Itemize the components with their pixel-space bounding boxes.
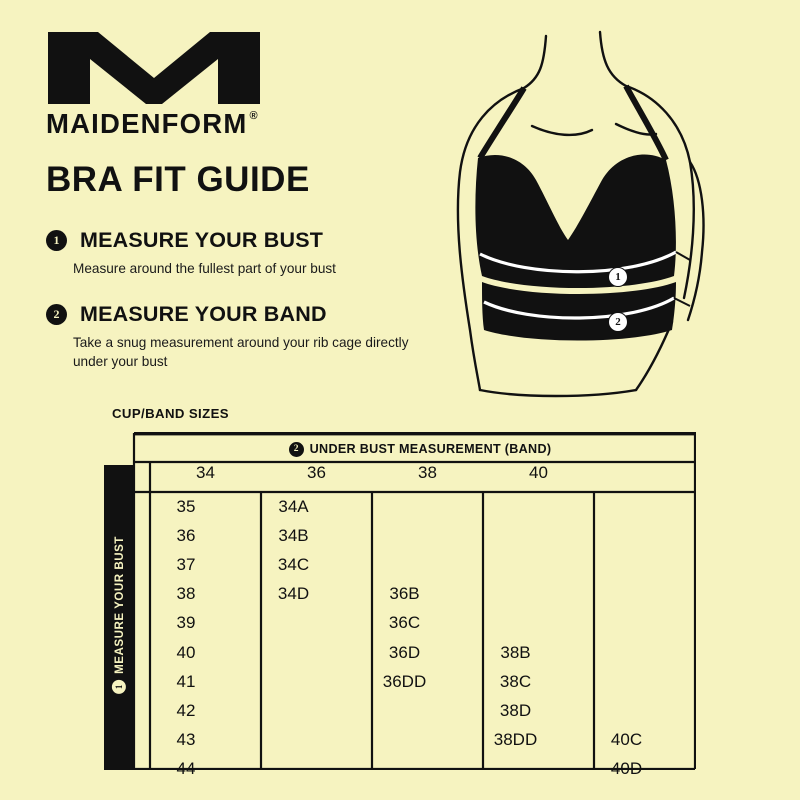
- page-title: BRA FIT GUIDE: [46, 160, 310, 199]
- step-title: MEASURE YOUR BAND: [80, 302, 327, 326]
- band-header: [150, 437, 690, 461]
- step-number-badge: 1: [46, 230, 67, 251]
- table-row: [134, 638, 696, 667]
- step-measure-bust: [46, 228, 466, 279]
- bust-measurement: 38: [176, 584, 196, 604]
- size-cell: 38D: [499, 700, 532, 720]
- size-cell: 40D: [610, 759, 643, 779]
- step-measure-band: [46, 302, 466, 372]
- table-row: [134, 580, 696, 609]
- size-cell: 38B: [500, 642, 531, 662]
- step-description: Measure around the fullest part of your bust: [73, 261, 336, 276]
- illustration-badge-band: 2: [608, 312, 628, 332]
- brand-logo: [46, 28, 306, 138]
- table-row: [134, 521, 696, 550]
- bust-sidebar: [104, 465, 134, 765]
- band-column-header: 34: [196, 463, 215, 482]
- table-row: [134, 609, 696, 638]
- brand-wordmark: [46, 110, 306, 138]
- step-number-badge: 2: [46, 304, 67, 325]
- size-cell: 34B: [278, 525, 309, 545]
- size-cell: 40C: [610, 730, 643, 750]
- bust-measurement: 42: [176, 700, 196, 720]
- bust-sidebar-badge: 1: [112, 680, 126, 694]
- table-row: [134, 550, 696, 579]
- table-label: CUP/BAND SIZES: [112, 406, 229, 421]
- bust-measurement: 36: [176, 525, 196, 545]
- torso-illustration-icon: [440, 30, 770, 400]
- illustration-badge-bust: 1: [608, 267, 628, 287]
- band-header-badge: 2: [289, 442, 304, 457]
- bust-measurement: 39: [176, 613, 196, 633]
- table-row: [134, 755, 696, 784]
- size-cell: 34A: [278, 496, 309, 516]
- torso-illustration: [440, 30, 770, 400]
- size-cell: 36B: [389, 584, 420, 604]
- size-cell: 36C: [388, 613, 421, 633]
- band-header-text: UNDER BUST MEASUREMENT (BAND): [309, 442, 552, 456]
- band-column-header: 40: [529, 463, 548, 482]
- step-description: Take a snug measurement around your rib cage directly under your bust: [73, 335, 409, 369]
- band-column-header: 38: [418, 463, 437, 482]
- table-row: [134, 726, 696, 755]
- size-cell: 36D: [388, 642, 421, 662]
- table-row: [134, 696, 696, 725]
- table-row: [134, 492, 696, 521]
- size-chart-rows: [134, 492, 696, 784]
- bust-measurement: 43: [176, 730, 196, 750]
- step-header: [46, 228, 466, 253]
- bust-measurement: 37: [176, 554, 196, 574]
- size-cell: 34C: [277, 554, 310, 574]
- size-cell: 38C: [499, 671, 532, 691]
- step-header: [46, 302, 466, 327]
- size-cell: 34D: [277, 584, 310, 604]
- bust-measurement: 35: [176, 496, 196, 516]
- registered-mark: ®: [249, 110, 258, 122]
- bust-measurement: 40: [176, 642, 196, 662]
- brand-name: MAIDENFORM: [46, 108, 248, 139]
- size-cell: 36DD: [382, 671, 427, 691]
- band-column-header: 36: [307, 463, 326, 482]
- bust-measurement: 41: [176, 671, 196, 691]
- table-row: [134, 667, 696, 696]
- bust-measurement: 44: [176, 759, 196, 779]
- band-column-headers: [150, 463, 696, 483]
- bust-sidebar-text: MEASURE YOUR BUST: [112, 536, 126, 674]
- maidenform-m-logo-icon: [46, 28, 264, 106]
- size-cell: 38DD: [493, 730, 538, 750]
- step-title: MEASURE YOUR BUST: [80, 228, 324, 252]
